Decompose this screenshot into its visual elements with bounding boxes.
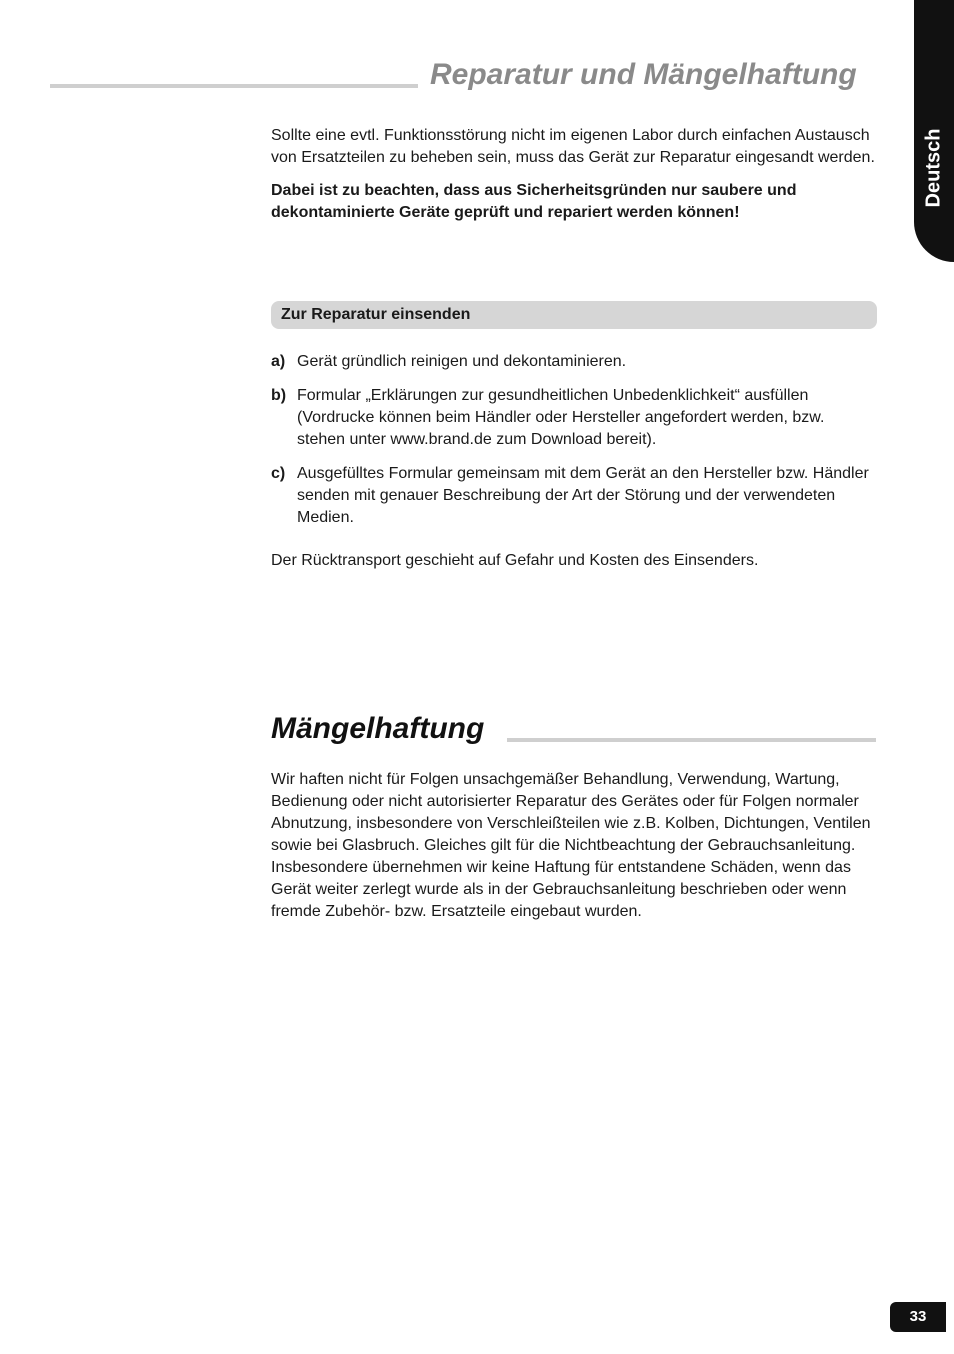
section-heading-bar [271, 301, 877, 329]
language-tab-label: Deutsch [922, 128, 945, 208]
step-key: a) [271, 353, 286, 370]
safety-warning: Dabei ist zu beachten, dass aus Sicherheitsgründen nur saubere und dekontaminierte Geräte geprüft und repariert werden können! [271, 182, 797, 221]
intro-paragraph: Sollte eine evtl. Funktionsstörung nicht im eigenen Labor durch einfachen Austausch von Ersatzteilen zu beheben sein, muss das Gerät zur Reparatur eingesandt werden. [271, 127, 875, 166]
liability-rule [507, 738, 876, 742]
step-text: Gerät gründlich reinigen und dekontaminieren. [297, 353, 627, 370]
liability-paragraph: Wir haften nicht für Folgen unsachgemäßer Behandlung, Verwendung, Wartung, Bedienung oder nicht autorisierter Reparatur des Gerätes oder für Folgen normaler Abnutzung, insbesondere von Verschleißteilen wie z.B. Kolben, Dichtungen, Ventilen sowie bei Glasbruch. Gleiches gilt für die Nichtbeachtung der Gebrauchsanleitung. Insbesondere übernehmen wir keine Haftung für entstandene Schäden, wenn das Gerät weiter zerlegt wurde als in der Gebrauchsanleitung beschrieben oder wenn fremde Zubehör- bzw. Ersatzteile eingebaut wurden. [271, 771, 871, 920]
step-text: Ausgefülltes Formular gemeinsam mit dem Gerät an den Hersteller bzw. Händler senden mit genauer Beschreibung der Art der Störung und der verwendeten Medien. [297, 465, 869, 526]
header-rule [50, 84, 418, 88]
step-key: b) [271, 387, 287, 404]
step-item [271, 351, 875, 373]
intro-block [271, 125, 875, 235]
return-note: Der Rücktransport geschieht auf Gefahr und Kosten des Einsenders. [271, 552, 759, 569]
step-item [271, 463, 875, 529]
page-number: 33 [890, 1302, 946, 1332]
step-text: Formular „Erklärungen zur gesundheitlichen Unbedenklichkeit“ ausfüllen (Vordrucke können beim Händler oder Hersteller angefordert werden, bzw. stehen unter www.brand.de zum Download bereit). [297, 387, 825, 448]
page-title: Reparatur und Mängelhaftung [430, 58, 857, 91]
liability-title: Mängelhaftung [271, 712, 485, 745]
step-key: c) [271, 465, 286, 482]
step-item [271, 385, 875, 451]
repair-steps [271, 351, 875, 541]
section-heading: Zur Reparatur einsenden [281, 306, 471, 323]
